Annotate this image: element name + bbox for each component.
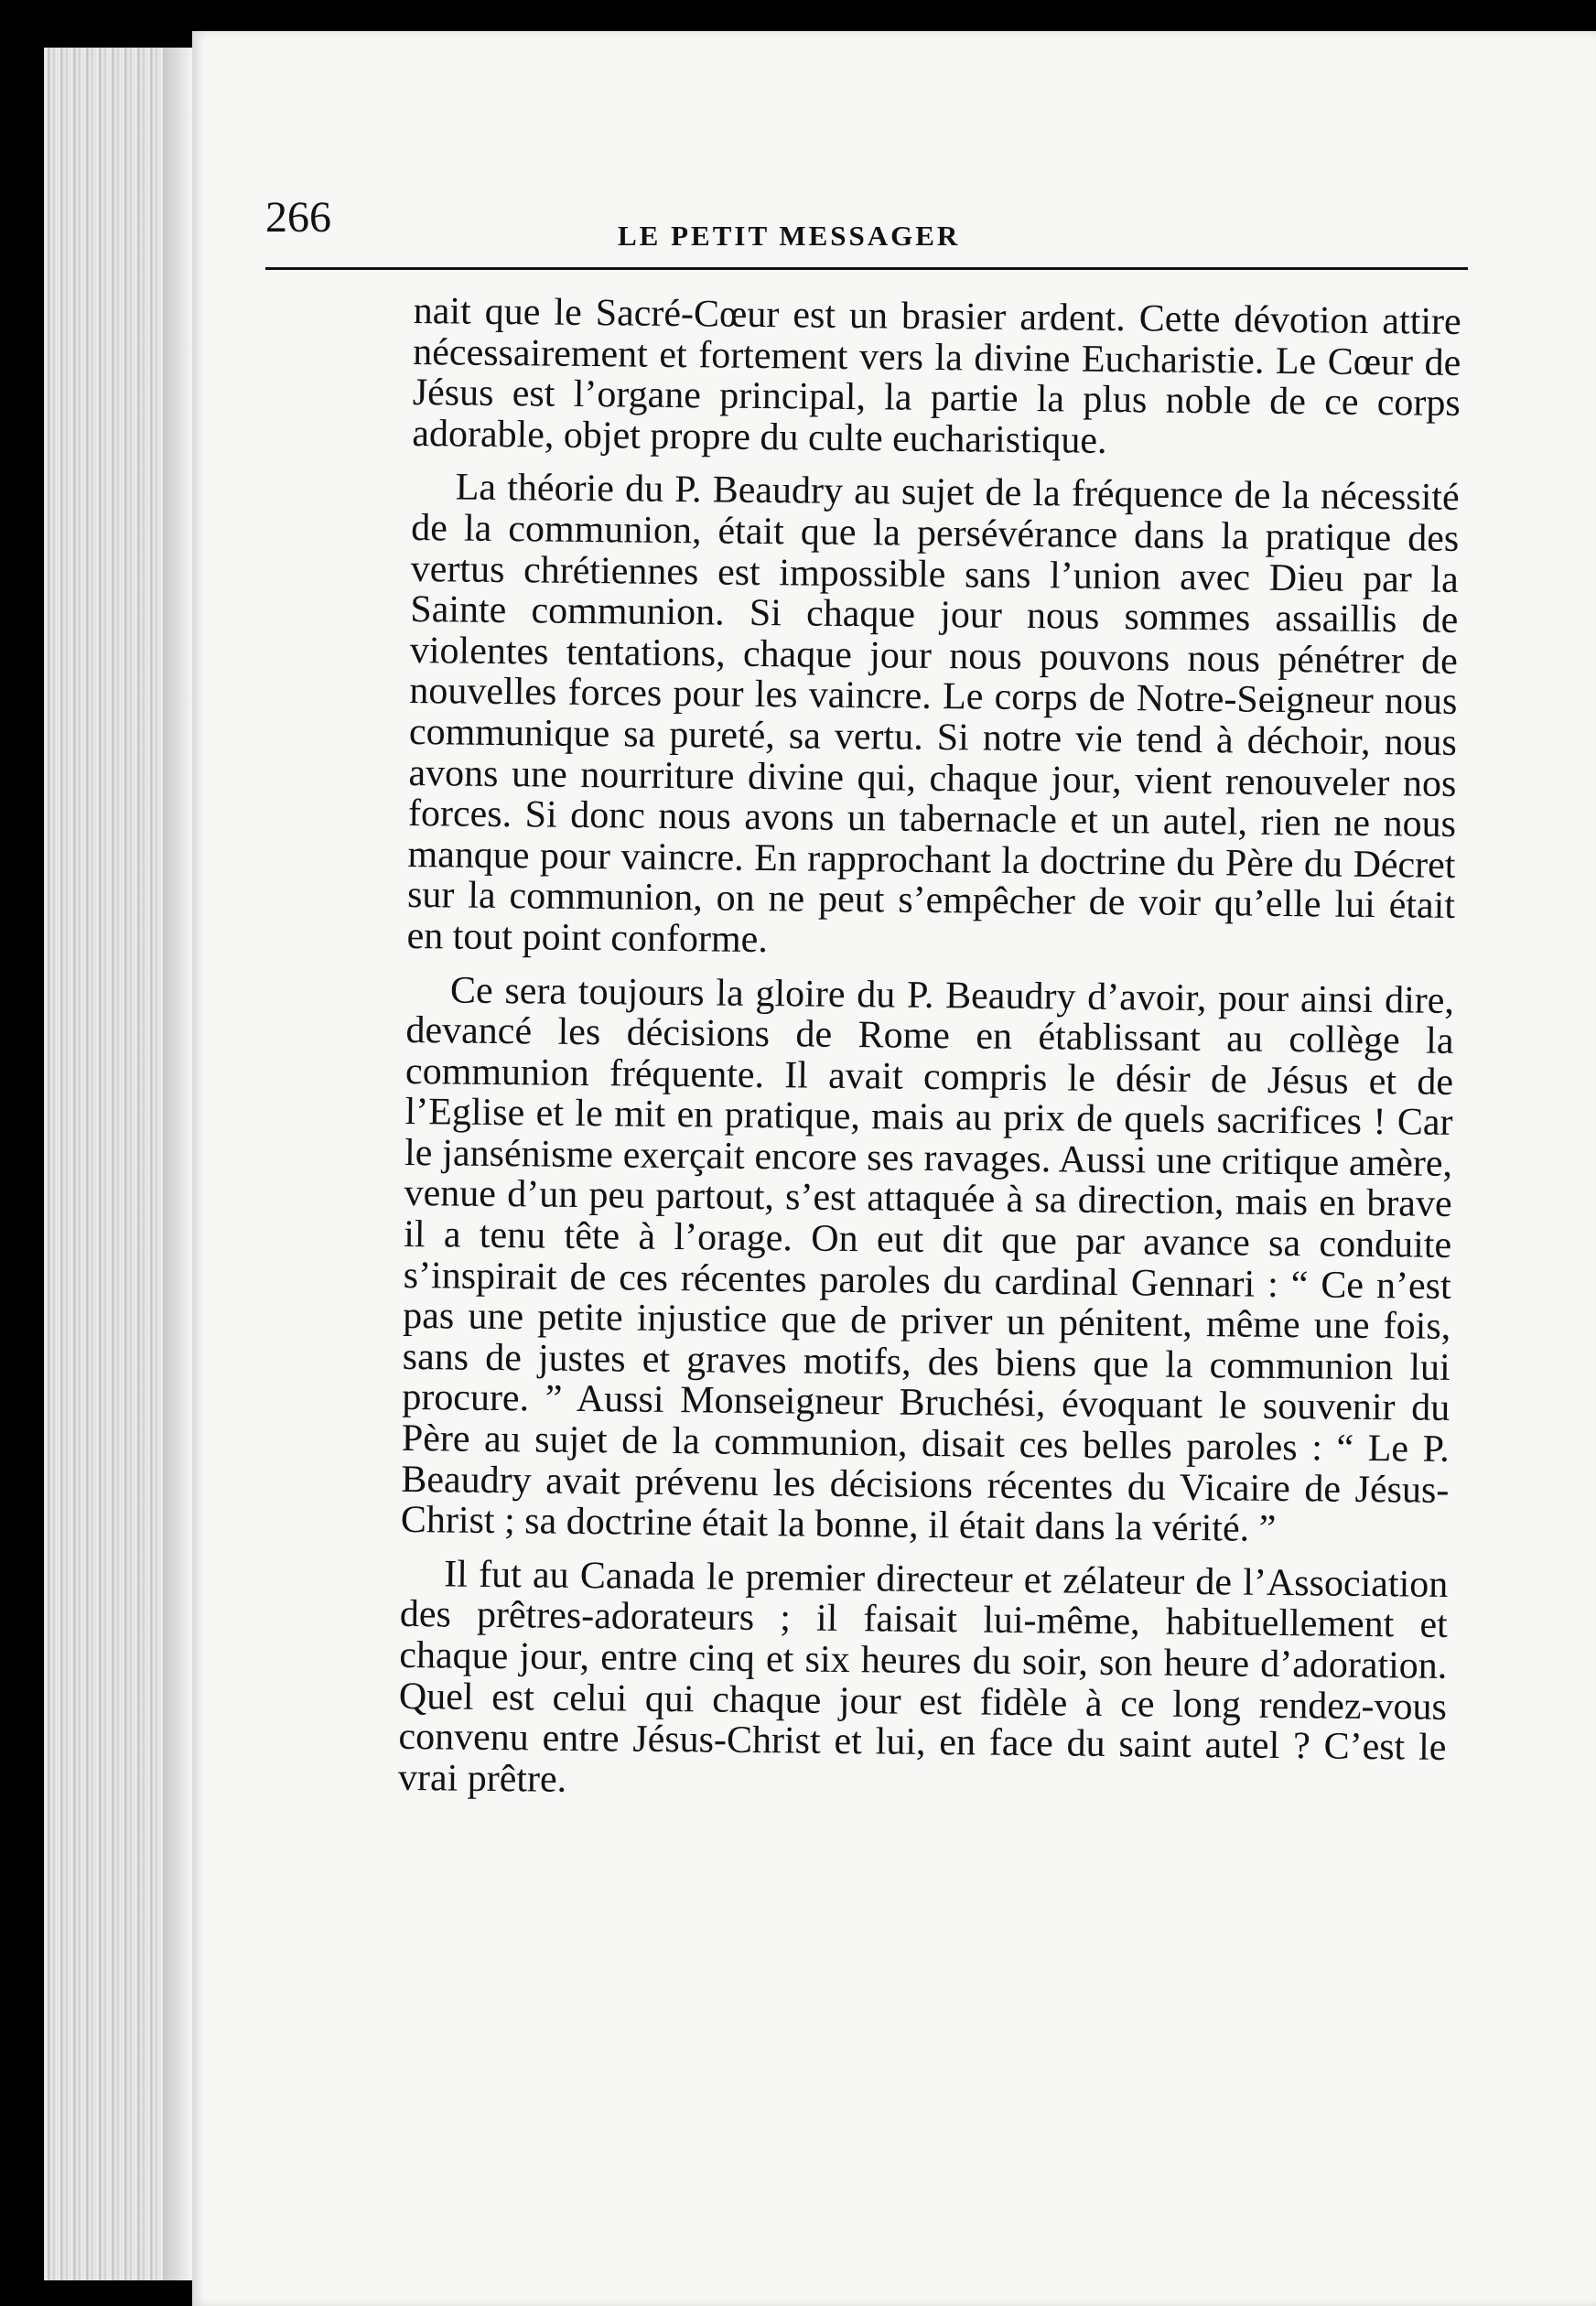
body-text xyxy=(398,291,1461,1809)
page-number: 266 xyxy=(265,193,331,242)
book-page-edges xyxy=(44,48,200,2280)
paragraph-association: Il fut au Canada le premier directeur et zélateur de l’Association des prêtres-adorateurs ; il faisait lui-même, habituellement et chaque jour, entre cinq et six heures du soir, son heure d’adoration. Quel est celui qui chaque jour est fidèle à ce long rendez-vous convenu entre Jésus-Christ et lui, en face du saint autel ? C’est le vrai prêtre. xyxy=(397,1553,1449,1801)
running-title: LE PETIT MESSAGER xyxy=(618,220,961,252)
header-rule xyxy=(265,267,1468,270)
paragraph-continuation: nait que le Sacré-Cœur est un brasier ardent. Cette dévotion attire nécessairement et fortement vers la divine Eucharistie. Le Cœur de Jésus est l’organe principal, la partie la plus noble de ce corps adorable, objet propre du culte eucharistique. xyxy=(412,290,1461,462)
paragraph-beaudry-theory: La théorie du P. Beaudry au sujet de la fréquence de la nécessité de la communion, était que la persévérance dans la pratique des vertus chrétiennes est impossible sans l’union avec Dieu par la Sainte communion. Si chaque jour nous sommes assaillis de violentes tentations, chaque jour nous pouvons nous pénétrer de nouvelles forces pour les vaincre. Le corps de Notre-Seigneur nous communique sa pureté, sa vertu. Si notre vie tend à déchoir, nous avons une nourriture divine qui, chaque jour, vient renouveler nos forces. Si donc nous avons un tabernacle et un autel, rien ne nous manque pour vaincre. En rapprochant la doctrine du Père du Décret sur la communion, on ne peut s’empêcher de voir qu’elle lui était en tout point conforme. xyxy=(406,466,1460,961)
page-header xyxy=(265,165,1468,275)
paragraph-gloire: Ce sera toujours la gloire du P. Beaudry d’avoir, pour ainsi dire, devancé les décisions de Rome en établissant au collège la communion fréquente. Il avait compris le désir de Jésus et de l’Eglise et le mit en pratique, mais au prix de quels sacrifices ! Car le jansénisme exerçait encore ses ravages. Aussi une critique amère, venue d’un peu partout, s’est attaquée à sa direction, mais en brave il a tenu tête à l’orage. On eut dit que par avance sa conduite s’inspirait de ces récentes paroles du cardinal Gennari : “ Ce n’est pas une petite injustice que de priver un pénitent, même une fois, sans de justes et graves motifs, des biens que la communion lui procure. ” Aussi Monseigneur Bruchési, évoquant le souvenir du Père au sujet de la communion, disait ces belles paroles : “ Le P. Beaudry avait prévenu les décisions récentes du Vicaire de Jésus-Christ ; sa doctrine était la bonne, il était dans la vérité. ” xyxy=(400,968,1455,1551)
